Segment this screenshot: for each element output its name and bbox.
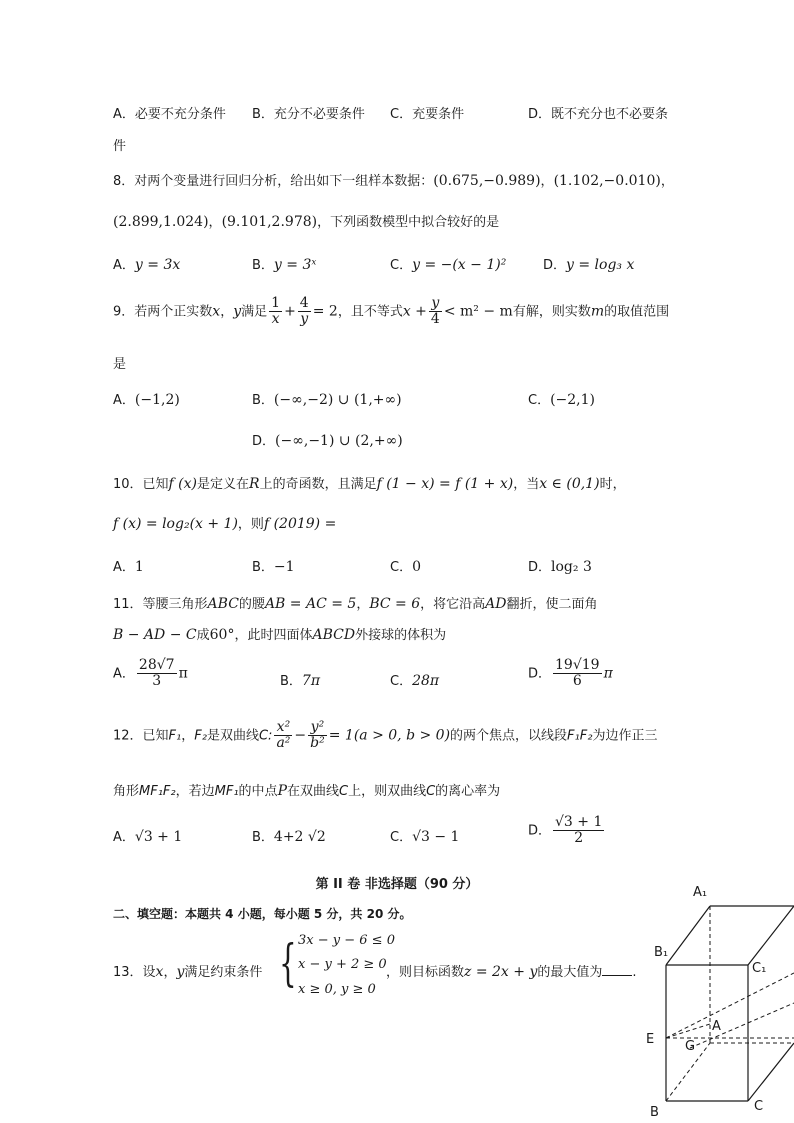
q9-option-b: B．(−∞,−2) ∪ (1,+∞)	[252, 392, 402, 408]
q8-option-a-math: y = 3x	[134, 257, 181, 273]
q11-option-b: B．7π	[280, 673, 321, 689]
q13-constraint-1: 3x − y − 6 ≤ 0	[298, 933, 395, 948]
q10-stem-line2: f (x) = log₂(x + 1)，则f (2019) =	[113, 516, 337, 532]
label-e: E	[646, 1032, 655, 1047]
label-b: B	[650, 1105, 659, 1120]
q11-option-a-fraction: $\frac{28√7}{3}$	[138, 657, 175, 690]
q13-answer-blank[interactable]	[602, 963, 632, 976]
q13-constraint-system	[279, 930, 395, 1005]
q8-option-c: C．y = −(x − 1)²	[390, 257, 507, 273]
q12-option-d: D． $\frac{√3 + 1}{2}$	[528, 814, 603, 847]
q8-option-c-math: y = −(x − 1)²	[412, 257, 507, 273]
q11-stem-line2: B − AD − C成60°，此时四面体ABCD外接球的体积为	[113, 627, 447, 643]
q12-option-c: C．√3 − 1	[390, 829, 460, 845]
q10-stem: 10．已知f (x)是定义在R上的奇函数，且满足f (1 − x) = f (1 + x)，当x ∈ (0,1)时，	[113, 476, 626, 492]
q8-option-d: D．y = log₃ x	[543, 257, 635, 273]
label-a: A	[712, 1019, 721, 1034]
q12-fraction-y2-over-b2: $\frac{\text{y²}}{\text{b²}}$	[310, 719, 325, 752]
q13-stem-prefix: 13．设x，y满足约束条件	[113, 964, 263, 980]
q11-option-d: D． $\frac{19√19}{6}$ π	[528, 657, 613, 690]
q10-option-a: A．1	[113, 559, 144, 575]
section-fill-in-heading: 二、填空题：本题共 4 小题，每小题 5 分，共 20 分。	[113, 907, 412, 921]
q8-stem-prefix: 8．对两个变量进行回归分析，给出如下一组样本数据：	[113, 174, 434, 189]
part2-title: 第 II 卷 非选择题（90 分）	[315, 877, 479, 892]
label-a1: A₁	[693, 885, 708, 900]
q8-option-b-math: y = 3ˣ	[273, 257, 317, 273]
q13-constraint-2: x − y + 2 ≥ 0	[298, 957, 387, 972]
q11-option-c: C．28π	[390, 673, 440, 689]
q9-stem: 9．若两个正实数x，y满足 $\frac{1}{x}$ + $\frac{4}{y}$ = 2，且不等式x + $\frac{y}{4}$ < m² − m有解，则实数m的取值范围	[113, 295, 670, 328]
q11-option-d-fraction: $\frac{19√19}{6}$	[555, 657, 600, 690]
q8-point-1: (0.675,−0.989)	[433, 173, 541, 189]
q7-option-d: D．既不充分也不必要条	[528, 107, 669, 122]
q7-option-b: B．充分不必要条件	[252, 107, 365, 122]
edge-c1-right	[748, 906, 794, 965]
q12-option-b: B．4+2 √2	[252, 829, 326, 845]
q8-option-d-math: y = log₃ x	[566, 257, 635, 273]
q9-option-d: D．(−∞,−1) ∪ (2,+∞)	[252, 433, 403, 449]
q13-stem-suffix: ，则目标函数z = 2x + y的最大值为 .	[386, 964, 637, 980]
q8-sep-3: ，	[208, 215, 222, 230]
q8-option-b: B．y = 3ˣ	[252, 257, 317, 273]
q10-option-c: C．0	[390, 559, 421, 575]
q8-point-4: (9.101,2.978)	[221, 214, 318, 230]
q7-option-a: A．必要不充分条件	[113, 107, 226, 122]
q12-option-a: A．√3 + 1	[113, 829, 183, 845]
q12-stem: 12．已知F₁，F₂是双曲线C: $\frac{\text{x²}}{\text{a²}}$ − $\frac{\text{y²}}{\text{b²}}$ = 1(a > 0, b > 0)的两个焦点，以线段F₁F₂为边作正三	[113, 719, 658, 752]
q8-sep-1: ，	[540, 174, 554, 189]
q8-stem-suffix: ，下列函数模型中拟合较好的是	[317, 215, 500, 230]
q8-sep-2: ，	[660, 174, 674, 189]
q9-option-c: C．(−2,1)	[528, 392, 595, 408]
q13-constraint-3: x ≥ 0, y ≥ 0	[298, 982, 376, 997]
hidden-line-e-a	[666, 1024, 710, 1038]
q12-option-d-fraction: $\frac{√3 + 1}{2}$	[555, 814, 603, 847]
q9-fraction-1-over-x: $\frac{1}{x}$	[271, 295, 281, 328]
q8-point-2: (1.102,−0.010)	[553, 173, 661, 189]
q9-option-a: A．(−1,2)	[113, 392, 180, 408]
q12-stem-line2: 角形MF₁F₂，若边MF₁的中点P在双曲线C上，则双曲线C的离心率为	[113, 783, 501, 799]
q8-stem-line2	[113, 211, 499, 230]
q10-option-d: D．log₂ 3	[528, 559, 592, 575]
label-g: G	[685, 1039, 696, 1054]
q9-fraction-y-over-4: $\frac{y}{4}$	[430, 295, 440, 328]
hidden-line-g	[690, 1003, 794, 1048]
q12-fraction-x2-over-a2: $\frac{\text{x²}}{\text{a²}}$	[276, 719, 291, 752]
q11-option-a: A． $\frac{28√7}{3}$ π	[113, 657, 188, 690]
label-c: C	[754, 1099, 764, 1114]
prism-figure	[640, 878, 794, 1123]
q7-option-d-wrap: 件	[113, 139, 127, 154]
q9-stem-wrap: 是	[113, 357, 127, 372]
q10-option-b: B．−1	[252, 559, 295, 575]
q7-option-c: C．充要条件	[390, 107, 465, 122]
q13-brace: {	[279, 934, 297, 992]
label-b1: B₁	[654, 945, 669, 960]
q11-stem: 11．等腰三角形ABC的腰AB = AC = 5，BC = 6，将它沿高AD翻折，使二面角	[113, 596, 598, 612]
q8-point-3: (2.899,1.024)	[113, 214, 209, 230]
q8-stem	[113, 170, 674, 189]
edge-b1-a1	[666, 906, 710, 965]
label-c1: C₁	[752, 961, 767, 976]
hidden-line-e-diagonal	[666, 973, 794, 1038]
q8-option-a: A．y = 3x	[113, 257, 181, 273]
edge-c-right	[748, 1043, 794, 1101]
q9-fraction-4-over-y: $\frac{4}{y}$	[299, 295, 309, 328]
